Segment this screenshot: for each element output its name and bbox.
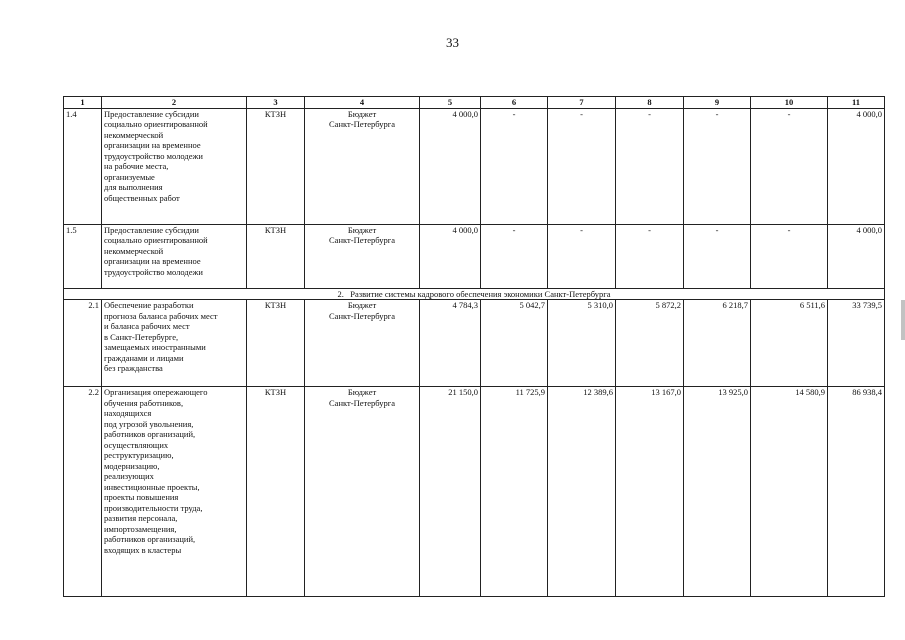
value-cell: 4 000,0 bbox=[420, 108, 481, 224]
column-header: 10 bbox=[751, 97, 828, 109]
value-cell: - bbox=[684, 108, 751, 224]
total-cell: 4 000,0 bbox=[828, 224, 885, 288]
page-number: 33 bbox=[446, 35, 459, 50]
total-cell: 4 000,0 bbox=[828, 108, 885, 224]
value-cell: - bbox=[616, 108, 684, 224]
budget-table bbox=[63, 96, 885, 597]
table-row bbox=[64, 108, 885, 224]
executor: КТЗН bbox=[247, 108, 305, 224]
table-row bbox=[64, 224, 885, 288]
value-cell: 12 389,6 bbox=[548, 387, 616, 597]
value-cell: 5 872,2 bbox=[616, 300, 684, 387]
value-cell: 21 150,0 bbox=[420, 387, 481, 597]
section-title bbox=[64, 288, 885, 300]
value-cell: 13 167,0 bbox=[616, 387, 684, 597]
funding-source: Бюджет Санкт-Петербурга bbox=[305, 108, 420, 224]
column-header: 5 bbox=[420, 97, 481, 109]
value-cell: 14 580,9 bbox=[751, 387, 828, 597]
value-cell: - bbox=[751, 224, 828, 288]
executor: КТЗН bbox=[247, 300, 305, 387]
activity-name: Обеспечение разработки прогноза баланса рабочих мест и баланса рабочих мест в Санкт-Петербурге, замещаемых иностранными гражданами и лицами без гражданства bbox=[102, 300, 247, 387]
column-header: 6 bbox=[481, 97, 548, 109]
value-cell: 11 725,9 bbox=[481, 387, 548, 597]
executor: КТЗН bbox=[247, 387, 305, 597]
value-cell: - bbox=[481, 224, 548, 288]
funding-source: Бюджет Санкт-Петербурга bbox=[305, 387, 420, 597]
column-header: 11 bbox=[828, 97, 885, 109]
section-number: 2. bbox=[337, 288, 344, 299]
value-cell: 4 000,0 bbox=[420, 224, 481, 288]
column-header: 3 bbox=[247, 97, 305, 109]
value-cell: 5 042,7 bbox=[481, 300, 548, 387]
column-header: 9 bbox=[684, 97, 751, 109]
row-number: 2.1 bbox=[64, 300, 102, 387]
column-header: 2 bbox=[102, 97, 247, 109]
table-row bbox=[64, 387, 885, 597]
activity-name: Организация опережающего обучения работников, находящихся под угрозой увольнения, работников организаций, осуществляющих реструктуризацию, модернизацию, реализующих инвестиционные проекты, проекты повышения производительности труда, развития персонала, импортозамещения, работников организаций, входящих в кластеры bbox=[102, 387, 247, 597]
total-cell: 33 739,5 bbox=[828, 300, 885, 387]
value-cell: - bbox=[548, 224, 616, 288]
value-cell: - bbox=[481, 108, 548, 224]
column-header: 1 bbox=[64, 97, 102, 109]
value-cell: 13 925,0 bbox=[684, 387, 751, 597]
table-row bbox=[64, 300, 885, 387]
column-header: 4 bbox=[305, 97, 420, 109]
scan-edge-mark bbox=[901, 300, 905, 340]
section-title-text: Развитие системы кадрового обеспечения экономики Санкт-Петербурга bbox=[350, 288, 611, 299]
column-header: 8 bbox=[616, 97, 684, 109]
funding-source: Бюджет Санкт-Петербурга bbox=[305, 224, 420, 288]
row-number: 1.5 bbox=[64, 224, 102, 288]
executor: КТЗН bbox=[247, 224, 305, 288]
row-number: 2.2 bbox=[64, 387, 102, 597]
value-cell: 4 784,3 bbox=[420, 300, 481, 387]
value-cell: 6 511,6 bbox=[751, 300, 828, 387]
total-cell: 86 938,4 bbox=[828, 387, 885, 597]
value-cell: - bbox=[684, 224, 751, 288]
section-row bbox=[64, 288, 885, 300]
row-number: 1.4 bbox=[64, 108, 102, 224]
value-cell: - bbox=[616, 224, 684, 288]
activity-name: Предоставление субсидии социально ориентированной некоммерческой организации на временное трудоустройство молодежи bbox=[102, 224, 247, 288]
column-header: 7 bbox=[548, 97, 616, 109]
value-cell: 5 310,0 bbox=[548, 300, 616, 387]
value-cell: 6 218,7 bbox=[684, 300, 751, 387]
value-cell: - bbox=[548, 108, 616, 224]
funding-source: Бюджет Санкт-Петербурга bbox=[305, 300, 420, 387]
activity-name: Предоставление субсидии социально ориентированной некоммерческой организации на временное трудоустройство молодежи на рабочие места, организуемые для выполнения общественных работ bbox=[102, 108, 247, 224]
value-cell: - bbox=[751, 108, 828, 224]
table-header-row bbox=[64, 97, 885, 109]
